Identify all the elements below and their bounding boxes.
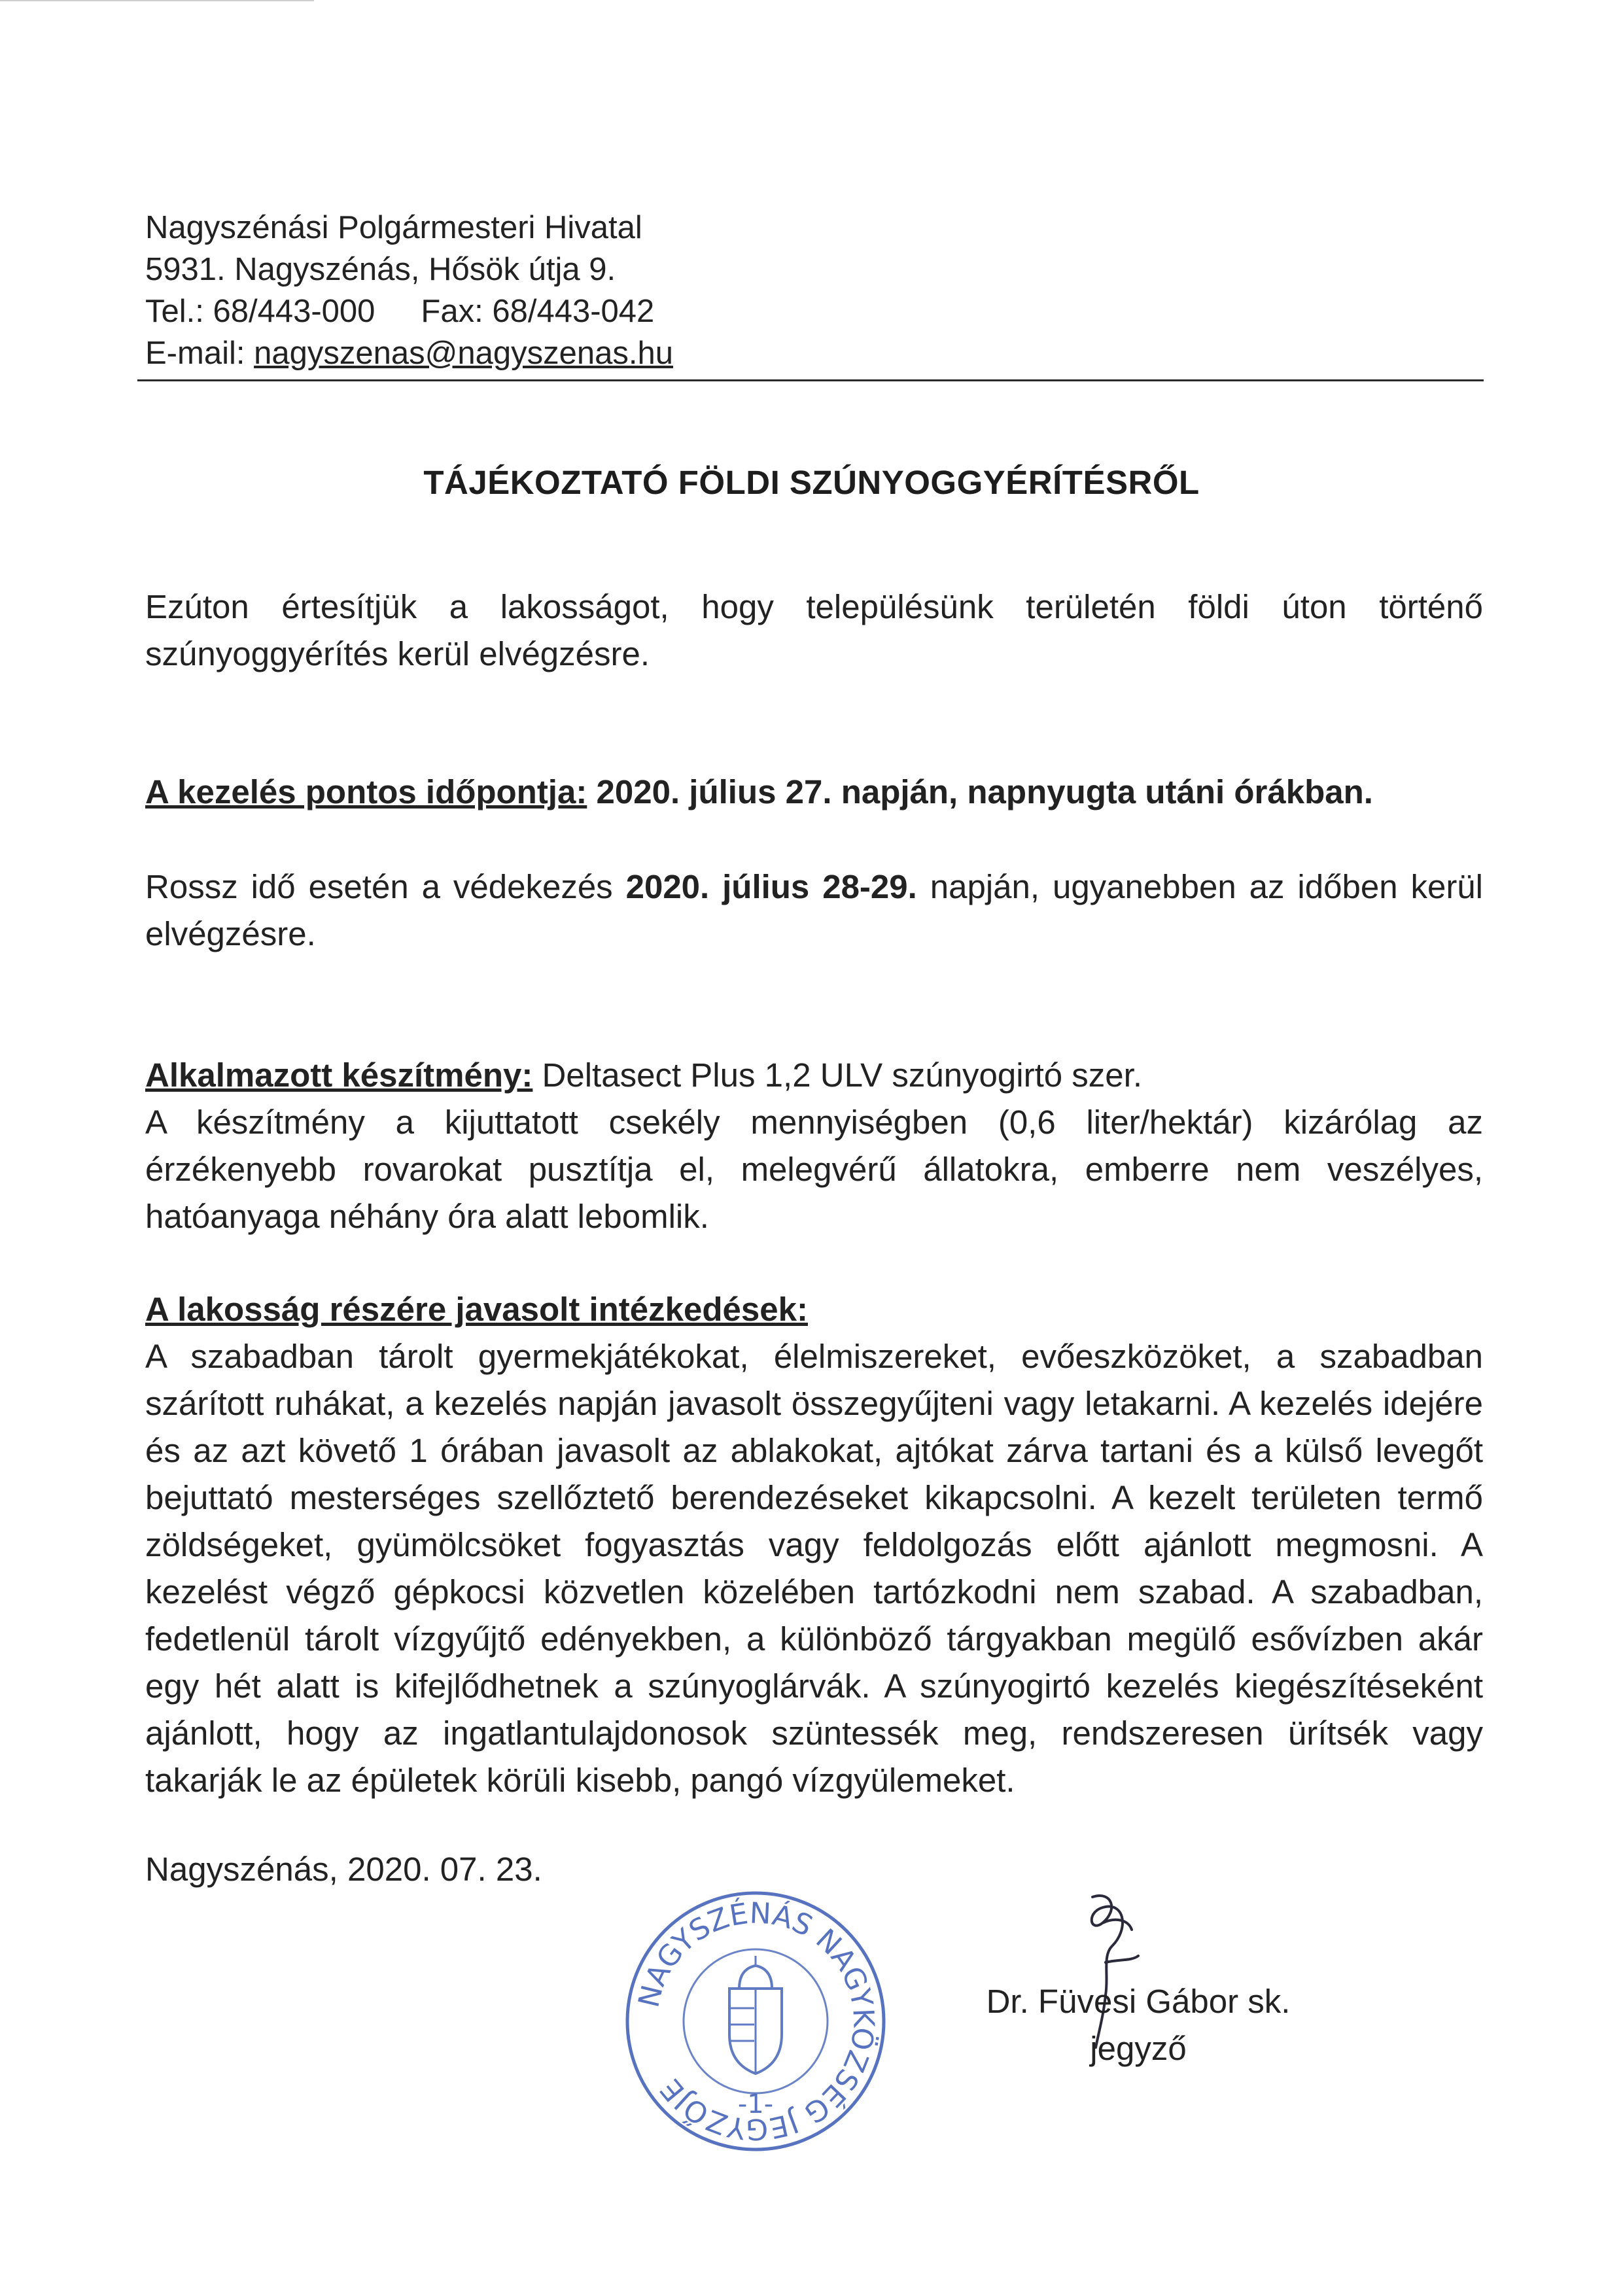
treatment-time-label: A kezelés pontos időpontja: xyxy=(145,773,587,810)
product-heading-line xyxy=(145,1052,1483,1099)
document-title: TÁJÉKOZTATÓ FÖLDI SZÚNYOGGYÉRÍTÉSRŐL xyxy=(423,464,1200,501)
product-section xyxy=(145,1052,1483,1240)
contact-numbers xyxy=(145,290,1483,332)
letterhead-divider xyxy=(137,379,1484,381)
treatment-time-value: 2020. július 27. napján, napnyugta utáni órákban. xyxy=(587,773,1373,810)
signer-name: Dr. Füvesi Gábor sk. xyxy=(986,1983,1291,2020)
email-label: E-mail: xyxy=(145,336,245,371)
product-description: A készítmény a kijuttatott csekély mennyiségben (0,6 liter/hektár) kizárólag az érzékenyebb rovarokat pusztítja el, melegvérű állatokra, emberre nem veszélyes, hatóanyaga néhány óra alatt lebomlik. xyxy=(145,1104,1483,1235)
office-name: Nagyszénási Polgármesteri Hivatal xyxy=(145,210,642,245)
bad-weather-post: napján, ugyanebben az időben kerül elvégzésre. xyxy=(145,868,1484,952)
treatment-time xyxy=(145,769,1483,816)
bad-weather-dates: 2020. július 28-29. xyxy=(625,868,917,905)
phone-number: Tel.: 68/443-000 xyxy=(145,294,375,329)
letterhead xyxy=(145,207,1483,374)
signer-block xyxy=(850,1978,1426,2072)
bad-weather-paragraph xyxy=(145,863,1483,958)
email-link[interactable]: nagyszenas@nagyszenas.hu xyxy=(254,336,673,371)
stamp-number: -1- xyxy=(737,2089,774,2119)
stamp-ring-text: NAGYSZÉNÁS NAGYKÖZSÉG JEGYZŐJE xyxy=(632,1896,881,2146)
signer-role: jegyző xyxy=(1090,2030,1187,2067)
product-name: Deltasect Plus 1,2 ULV szúnyogirtó szer. xyxy=(532,1056,1143,1094)
bad-weather-pre: Rossz idő esetén a védekezés xyxy=(145,868,626,905)
scan-edge-mark xyxy=(0,0,314,4)
email-line xyxy=(145,332,1483,374)
measures-section xyxy=(145,1286,1483,1804)
office-address: 5931. Nagyszénás, Hősök útja 9. xyxy=(145,252,616,287)
coat-of-arms-icon xyxy=(729,1956,782,2074)
intro-paragraph: Ezúton értesítjük a lakosságot, hogy településünk területén földi úton történő szúnyoggyérítés kerül elvégzésre. xyxy=(145,588,1483,672)
measures-text: A szabadban tárolt gyermekjátékokat, élelmiszereket, evőeszközöket, a szabadban szárított ruhákat, a kezelés napján javasolt összegyűjteni vagy letakarni. A kezelés idejére és az azt követő 1 órában javasolt az ablakokat, ajtókat zárva tartani és a külső levegőt bejuttató mesterséges szellőztető berendezéseket kikapcsolni. A kezelt területen termő zöldségeket, gyümölcsöket fogyasztás vagy feldolgozás előtt ajánlott megmosni. A kezelést végző gépkocsi közvetlen közelében tartózkodni nem szabad. A szabadban, fedetlenül tárolt vízgyűjtő edényekben, a különböző tárgyakban megülő esővízben akár egy hét alatt is kifejlődhetnek a szúnyoglárvák. A szúnyogirtó kezelés kiegészítéseként ajánlott, hogy az ingatlantulajdonosok szüntessék meg, rendszeresen ürítsék vagy takarják le az épületek körüli kisebb, pangó vízgyülemeket. xyxy=(145,1338,1483,1799)
product-label: Alkalmazott készítmény: xyxy=(145,1056,533,1094)
place-and-date: Nagyszénás, 2020. 07. 23. xyxy=(145,1851,542,1888)
fax-number: Fax: 68/443-042 xyxy=(421,294,655,329)
measures-heading: A lakosság részére javasolt intézkedések: xyxy=(145,1291,808,1328)
